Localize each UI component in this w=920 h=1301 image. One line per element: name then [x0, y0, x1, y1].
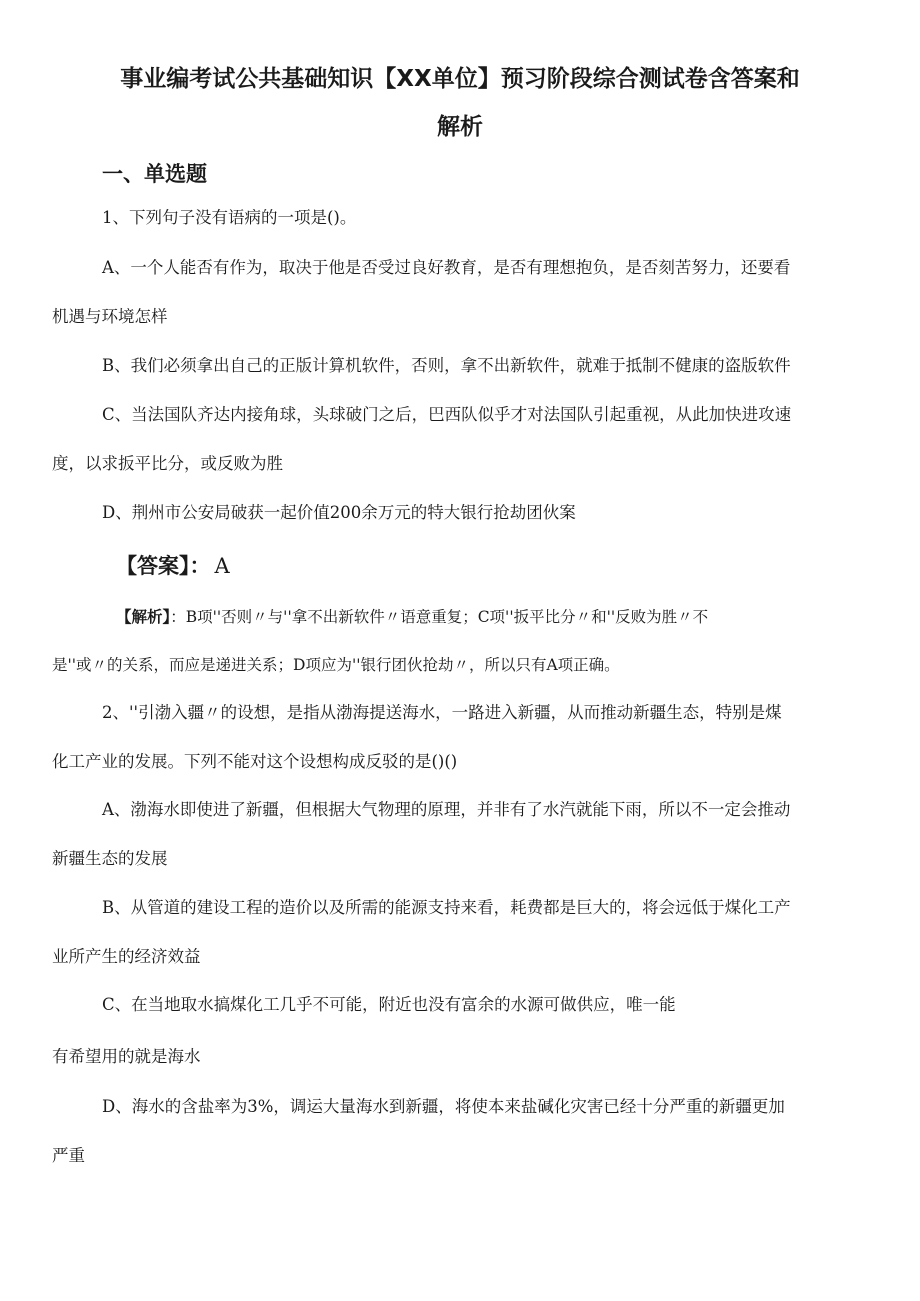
question-1-option-a-cont: 机遇与环境怎样 — [52, 307, 168, 326]
question-2-option-a-cont: 新疆生态的发展 — [52, 849, 168, 868]
question-2-option-b: B、从管道的建设工程的造价以及所需的能源支持来看，耗费都是巨大的，将会远低于煤化工产 — [102, 898, 791, 917]
question-1-option-a: A、一个人能否有作为，取决于他是否受过良好教育，是否有理想抱负，是否刻苦努力，还要看 — [102, 258, 791, 277]
question-1-option-c-cont: 度，以求扳平比分，或反败为胜 — [52, 454, 283, 473]
document-title-line-1: 事业编考试公共基础知识【XX单位】预习阶段综合测试卷含答案和 — [120, 66, 800, 92]
question-2-stem: 2、''引渤入疆〃的设想，是指从渤海提送海水，一路进入新疆，从而推动新疆生态，特别是煤 — [102, 703, 782, 722]
question-2-option-c-cont: 有希望用的就是海水 — [52, 1047, 201, 1066]
question-2-option-c: C、在当地取水搞煤化工几乎不可能，附近也没有富余的水源可做供应，唯一能 — [102, 995, 676, 1014]
question-1-stem: 1、下列句子没有语病的一项是()。 — [102, 208, 357, 227]
question-1-answer — [116, 550, 230, 580]
explanation-line-1: ：B项''否则〃与''拿不出新软件〃语意重复；C项''扳平比分〃和''反败为胜〃不 — [170, 608, 709, 626]
answer-label: 【答案】： — [116, 554, 211, 578]
question-1-option-d: D、荆州市公安局破获一起价值200余万元的特大银行抢劫团伙案 — [102, 503, 576, 522]
question-2-option-d-cont: 严重 — [52, 1146, 85, 1165]
question-2-option-d: D、海水的含盐率为3%，调运大量海水到新疆，将使本来盐碱化灾害已经十分严重的新疆更加 — [102, 1097, 785, 1116]
section-heading: 一、单选题 — [102, 162, 207, 186]
question-1-option-c: C、当法国队齐达内接角球，头球破门之后，巴西队似乎才对法国队引起重视，从此加快进攻速 — [102, 405, 792, 424]
question-1-explanation — [116, 606, 708, 628]
question-2-option-b-cont: 业所产生的经济效益 — [52, 947, 201, 966]
answer-value: A — [214, 554, 230, 578]
document-title-line-2: 解析 — [437, 114, 483, 140]
explanation-tag: 【解析】 — [116, 607, 171, 626]
question-1-explanation-cont: 是''或〃的关系，而应是递进关系；D项应为''银行团伙抢劫〃，所以只有A项正确。 — [52, 656, 620, 674]
question-2-stem-cont: 化工产业的发展。下列不能对这个设想构成反驳的是()() — [52, 752, 458, 771]
question-2-option-a: A、渤海水即使进了新疆，但根据大气物理的原理，并非有了水汽就能下雨，所以不一定会推动 — [102, 800, 791, 819]
question-1-option-b: B、我们必须拿出自己的正版计算机软件，否则，拿不出新软件，就难于抵制不健康的盗版软件 — [102, 356, 791, 375]
